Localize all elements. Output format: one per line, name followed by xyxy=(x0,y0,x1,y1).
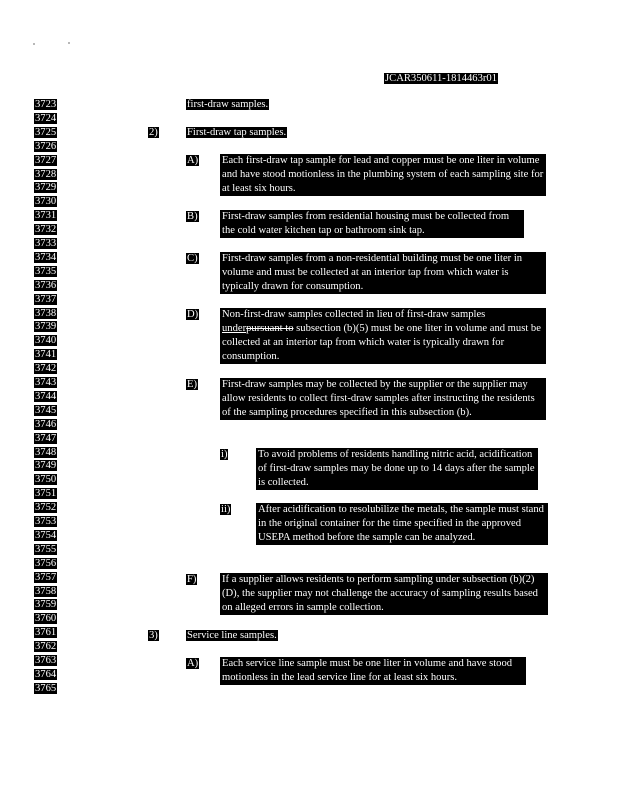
scan-speck xyxy=(33,43,35,45)
line-number: 3739 xyxy=(35,321,57,333)
item-ii-label: ii) xyxy=(221,504,231,515)
line-number: 3748 xyxy=(35,446,57,458)
line-number: 3741 xyxy=(35,349,57,361)
item-e-text: First-draw samples may be collected by the supplier or the supplier may allow residents to collect first-draw samples after instructing the residents of the sampling procedures specified in this subsection (b). xyxy=(220,378,546,420)
line-number: 3736 xyxy=(35,279,57,291)
item-2-label: 2) xyxy=(149,127,158,138)
line-number: 3726 xyxy=(35,140,57,152)
item-d-text-start: Non-first-draw samples collected in lieu of first-draw samples xyxy=(222,309,486,320)
line-number: 3761 xyxy=(35,627,57,639)
line-number: 3758 xyxy=(35,585,57,597)
line-number: 3727 xyxy=(35,154,57,166)
item-c-text: First-draw samples from a non-residential building must be one liter in volume and must be collected at an interior tap from which water is typically drawn for consumption. xyxy=(220,252,546,294)
line-number: 3755 xyxy=(35,543,57,555)
line-number: 3731 xyxy=(35,210,57,222)
item-f-label: F) xyxy=(187,574,197,585)
line-number: 3762 xyxy=(35,641,57,653)
item-3-label: 3) xyxy=(149,630,158,641)
line-number: 3740 xyxy=(35,335,57,347)
scan-speck xyxy=(68,42,70,44)
line-number: 3756 xyxy=(35,557,57,569)
item-c-label: C) xyxy=(187,253,198,264)
deleted-text: pursuant to xyxy=(246,323,294,334)
item-3a-text: Each service line sample must be one liter in volume and have stood motionless in the lead service line for at least six hours. xyxy=(220,657,526,685)
line-number: 3737 xyxy=(35,293,57,305)
line-number: 3743 xyxy=(35,377,57,388)
line-number: 3728 xyxy=(35,168,57,180)
line-number: 3729 xyxy=(35,182,57,194)
item-3-title: Service line samples. xyxy=(187,630,277,641)
inserted-text: under xyxy=(222,323,247,334)
item-ii-text: After acidification to resolubilize the metals, the sample must stand in the original container for the time specified in the approved USEPA method before the sample can be analyzed. xyxy=(256,503,548,545)
item-e-label: E) xyxy=(187,379,197,390)
item-3a-label: A) xyxy=(187,658,199,669)
line-number: 3742 xyxy=(35,363,57,375)
line-number: 3752 xyxy=(35,502,57,514)
line-number: 3763 xyxy=(35,655,57,666)
document-id: JCAR350611-1814463r01 xyxy=(385,73,498,84)
line-number: 3734 xyxy=(35,251,57,263)
item-i-text: To avoid problems of residents handling nitric acid, acidification of first-draw samples may be done up to 14 days after the sample is collected. xyxy=(256,448,538,490)
line-number: 3738 xyxy=(35,307,57,319)
line-3723-text: first-draw samples. xyxy=(187,99,269,110)
item-a-label: A) xyxy=(187,155,199,166)
item-d-text-end: subsection (b)(5) must be one liter in volume and must be collected at an interior tap from which water is typically drawn for consumption. xyxy=(222,323,541,362)
line-number: 3730 xyxy=(35,196,57,208)
line-number: 3732 xyxy=(35,224,57,236)
item-d-text xyxy=(220,308,546,364)
item-i-label: i) xyxy=(221,449,228,460)
line-number: 3747 xyxy=(35,432,57,444)
line-number: 3753 xyxy=(35,516,57,527)
line-number: 3745 xyxy=(35,404,57,416)
line-number: 3735 xyxy=(35,265,57,277)
item-f-text: If a supplier allows residents to perform sampling under subsection (b)(2)(D), the supplier may not challenge the accuracy of sampling results based on alleged errors in sample collection. xyxy=(220,573,548,615)
item-b-label: B) xyxy=(187,211,198,222)
item-d-label: D) xyxy=(187,309,199,320)
line-number: 3724 xyxy=(35,112,57,124)
line-number: 3754 xyxy=(35,529,57,541)
line-number: 3751 xyxy=(35,488,57,500)
line-number: 3759 xyxy=(35,599,57,611)
line-number: 3760 xyxy=(35,613,57,625)
line-number: 3746 xyxy=(35,418,57,430)
item-2-title: First-draw tap samples. xyxy=(187,127,287,138)
line-number: 3733 xyxy=(35,238,57,249)
line-number: 3725 xyxy=(35,126,57,138)
line-number: 3765 xyxy=(35,682,57,694)
line-number: 3744 xyxy=(35,390,57,402)
line-number: 3749 xyxy=(35,460,57,472)
item-a-text: Each first-draw tap sample for lead and copper must be one liter in volume and have stood motionless in the plumbing system of each sampling site for at least six hours. xyxy=(220,154,546,196)
line-number: 3750 xyxy=(35,474,57,486)
item-b-text: First-draw samples from residential housing must be collected from the cold water kitchen tap or bathroom sink tap. xyxy=(220,210,524,238)
line-number: 3757 xyxy=(35,571,57,583)
line-number: 3764 xyxy=(35,668,57,680)
line-number: 3723 xyxy=(35,99,57,110)
